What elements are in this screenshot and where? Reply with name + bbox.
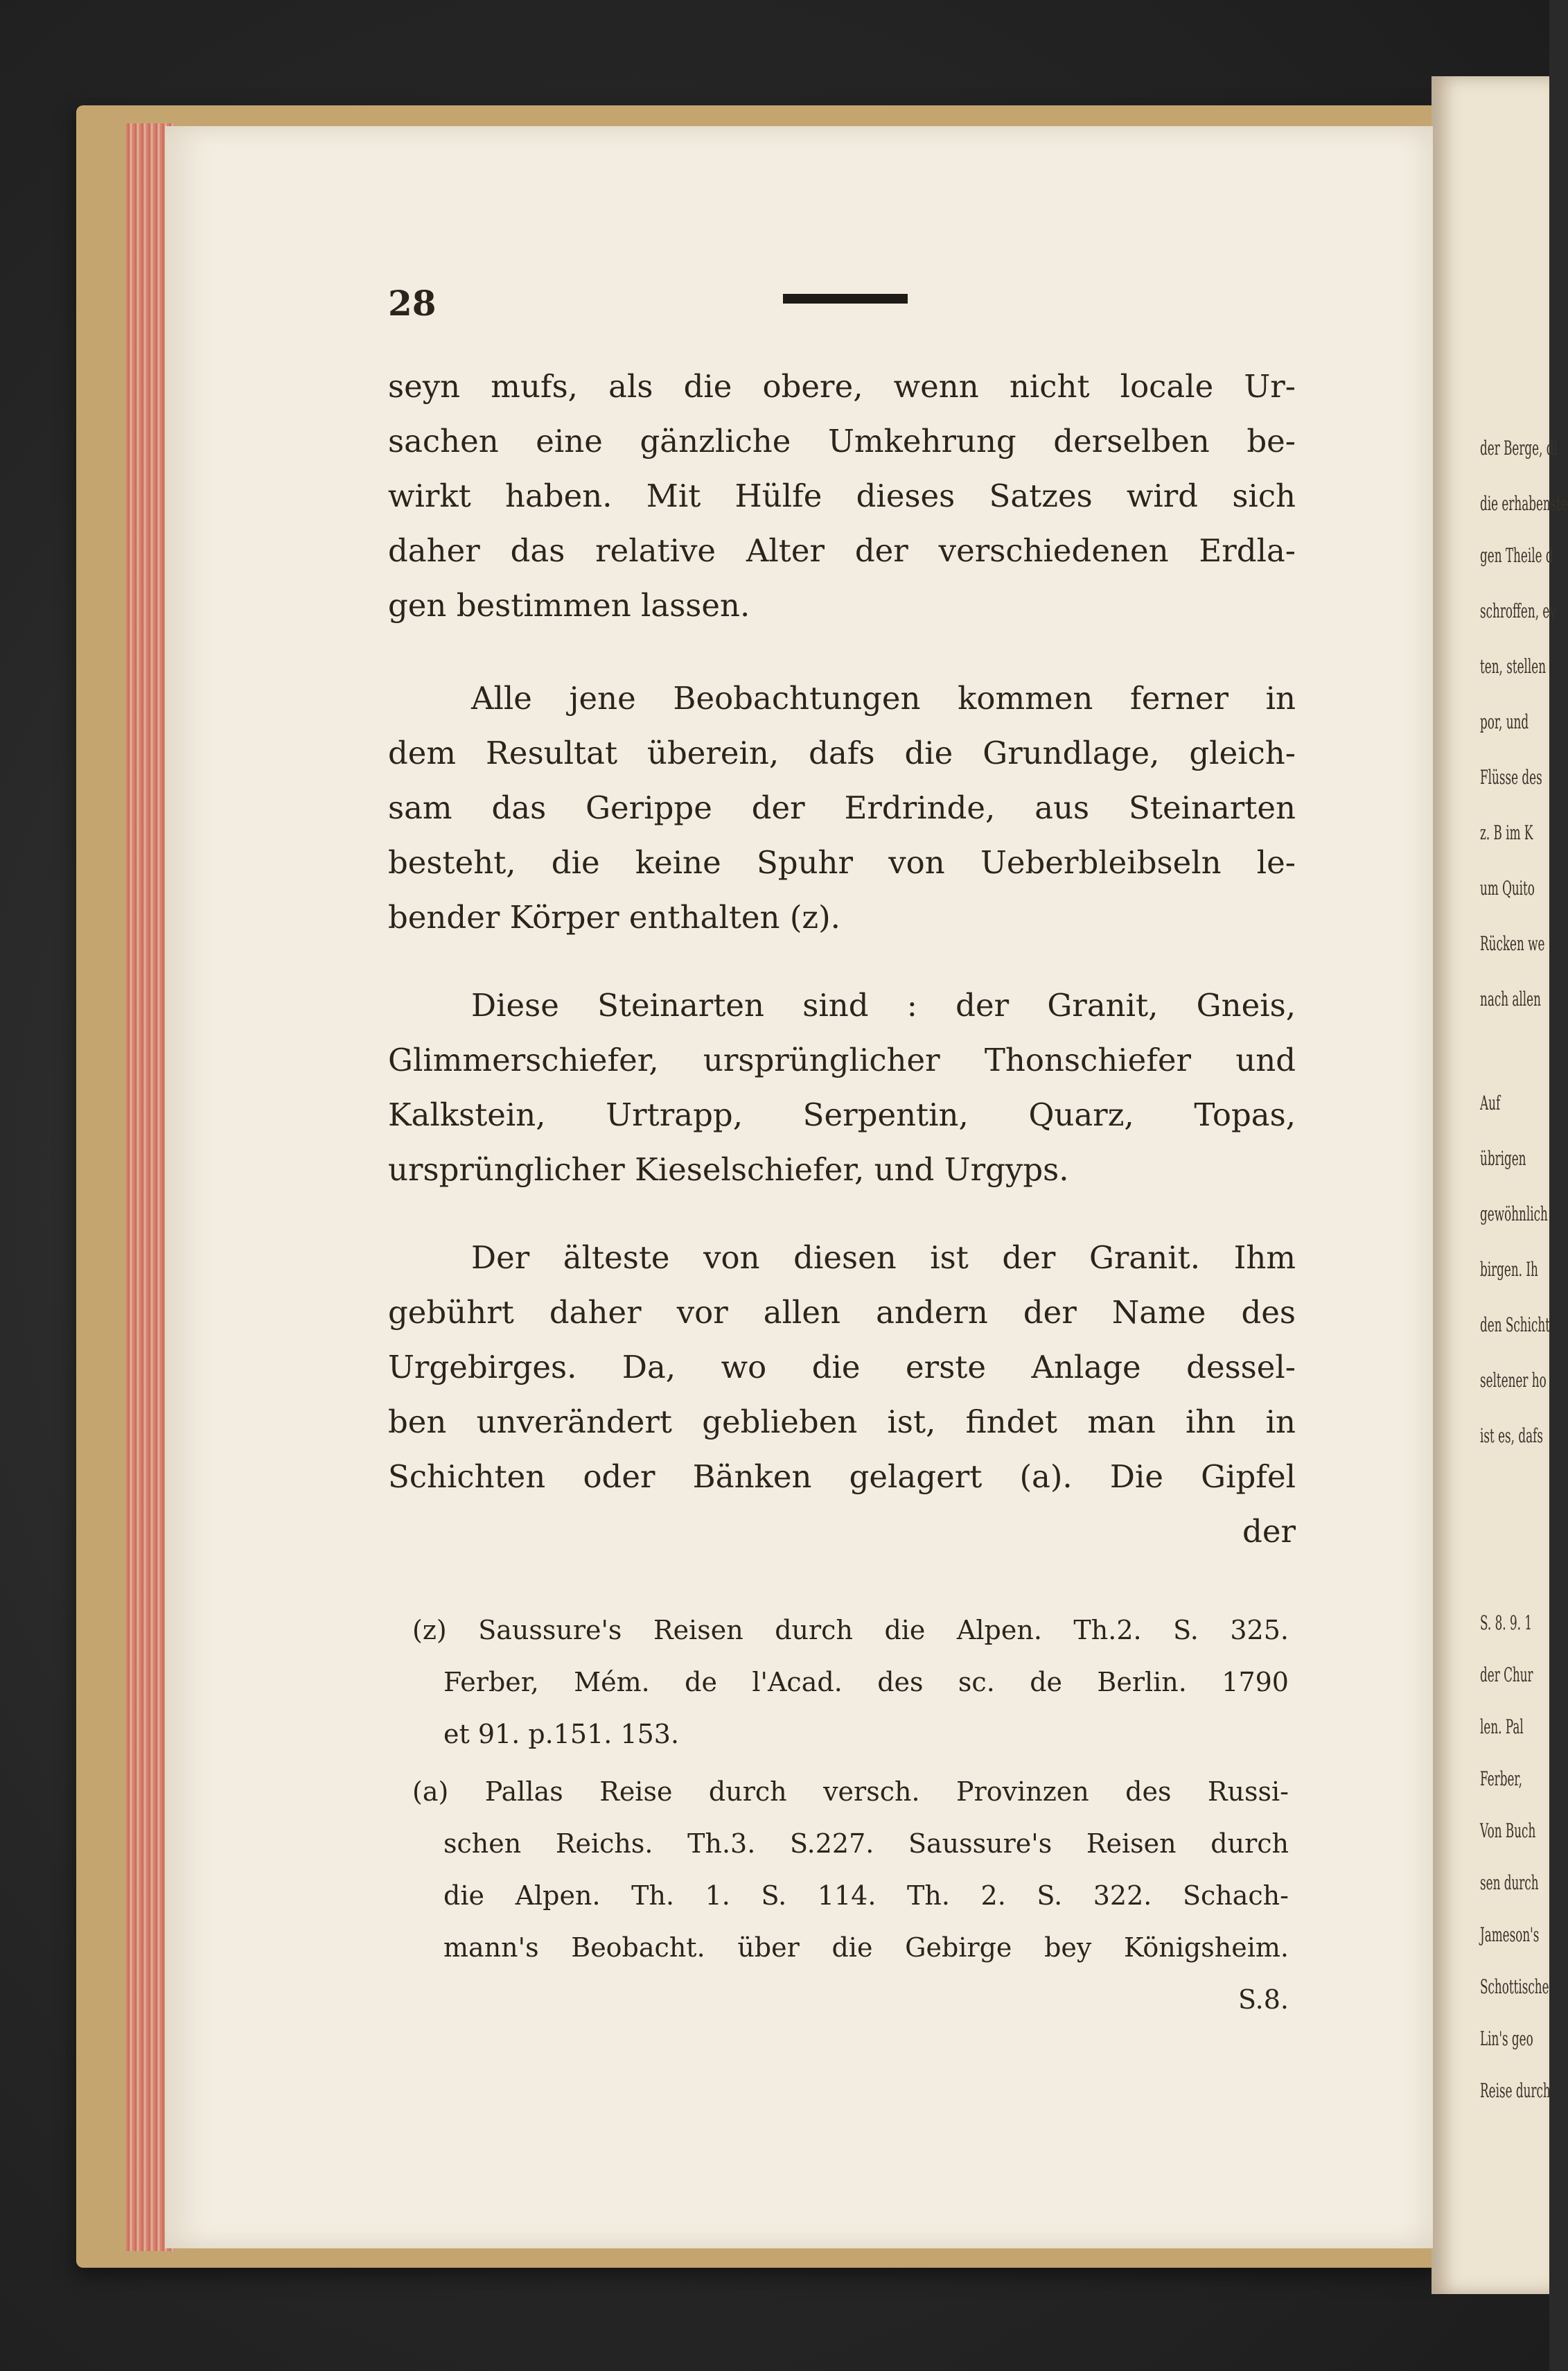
text-line: Glimmerschiefer, ursprünglicher Thonschiefer und bbox=[388, 1042, 1296, 1078]
footnote-line: die Alpen. Th. 1. S. 114. Th. 2. S. 322. Schach- bbox=[443, 1880, 1289, 1911]
facing-fragment: übrigen bbox=[1480, 1147, 1526, 1170]
facing-fragment: seltener ho bbox=[1480, 1369, 1547, 1392]
facing-fragment: den Schicht bbox=[1480, 1313, 1550, 1336]
facing-fragment: por, und bbox=[1480, 710, 1529, 733]
text-line: Alle jene Beobachtungen kommen ferner in bbox=[471, 680, 1296, 717]
text-line: besteht, die keine Spuhr von Ueberbleibseln le- bbox=[388, 844, 1296, 881]
facing-fragment: gen Theile d bbox=[1480, 544, 1553, 567]
facing-fragment: Rücken we bbox=[1480, 932, 1545, 955]
facing-fragment: der Berge, di bbox=[1480, 437, 1558, 460]
text-line: dem Resultat überein, dafs die Grundlage, gleich- bbox=[388, 735, 1296, 771]
facing-fragment: schroffen, ev bbox=[1480, 600, 1556, 622]
facing-fragment: Reise durch bbox=[1480, 2079, 1551, 2102]
facing-fragment: nach allen bbox=[1480, 988, 1541, 1010]
footnote-line: (a) Pallas Reise durch versch. Provinzen des Russi- bbox=[412, 1776, 1289, 1807]
text-line: Schichten oder Bänken gelagert (a). Die Gipfel bbox=[388, 1458, 1296, 1495]
facing-fragment: z. B im K bbox=[1480, 821, 1533, 844]
text-line: ursprünglicher Kieselschiefer, und Urgyps. bbox=[388, 1151, 1069, 1188]
facing-fragment: ten, stellen bbox=[1480, 655, 1547, 678]
facing-fragment: Schottische bbox=[1480, 1975, 1549, 1998]
footnote-line: Ferber, Mém. de l'Acad. des sc. de Berlin. 1790 bbox=[443, 1667, 1289, 1697]
facing-fragment: Von Buch bbox=[1480, 1819, 1536, 1842]
text-line: gebührt daher vor allen andern der Name des bbox=[388, 1294, 1296, 1331]
facing-fragment: Ferber, bbox=[1480, 1767, 1522, 1790]
facing-fragment: Lin's geo bbox=[1480, 2027, 1533, 2050]
text-line: gen bestimmen lassen. bbox=[388, 587, 750, 624]
text-line: Diese Steinarten sind : der Granit, Gneis, bbox=[471, 987, 1296, 1024]
facing-fragment: Auf bbox=[1480, 1092, 1501, 1114]
facing-fragment: sen durch bbox=[1480, 1871, 1539, 1894]
footnote-line: et 91. p.151. 153. bbox=[443, 1719, 680, 1749]
facing-fragment: die erhabenste bbox=[1480, 492, 1568, 515]
footnote-line: schen Reichs. Th.3. S.227. Saussure's Reisen durch bbox=[443, 1828, 1289, 1859]
header-rule bbox=[783, 294, 908, 304]
facing-fragment: len. Pal bbox=[1480, 1715, 1524, 1738]
text-line: bender Körper enthalten (z). bbox=[388, 899, 840, 936]
facing-fragment: Flüsse des bbox=[1480, 766, 1542, 789]
facing-page bbox=[1432, 76, 1568, 2294]
facing-fragment: gewöhnlich bbox=[1480, 1202, 1548, 1225]
text-line: wirkt haben. Mit Hülfe dieses Satzes wird sich bbox=[388, 478, 1296, 514]
text-line: sachen eine gänzliche Umkehrung derselben be- bbox=[388, 423, 1296, 460]
text-line: Urgebirges. Da, wo die erste Anlage dessel- bbox=[388, 1349, 1296, 1385]
footnote-line: mann's Beobacht. über die Gebirge bey Königsheim. bbox=[443, 1932, 1289, 1963]
text-line: daher das relative Alter der verschiedenen Erdla- bbox=[388, 532, 1296, 569]
catchword: der bbox=[1242, 1513, 1296, 1550]
text-line: ben unverändert geblieben ist, findet man ihn in bbox=[388, 1403, 1296, 1440]
facing-fragment: birgen. Ih bbox=[1480, 1258, 1538, 1281]
text-line: Der älteste von diesen ist der Granit. Ihm bbox=[471, 1239, 1296, 1276]
text-line: Kalkstein, Urtrapp, Serpentin, Quarz, Topas, bbox=[388, 1096, 1296, 1133]
facing-fragment: ist es, dafs bbox=[1480, 1424, 1543, 1447]
facing-fragment: um Quito bbox=[1480, 877, 1535, 900]
text-line: seyn mufs, als die obere, wenn nicht locale Ur- bbox=[388, 368, 1296, 405]
footnote-catchword: S.8. bbox=[1237, 1984, 1289, 2015]
footnote-line: (z) Saussure's Reisen durch die Alpen. Th.2. S. 325. bbox=[412, 1615, 1289, 1645]
text-line: sam das Gerippe der Erdrinde, aus Steinarten bbox=[388, 789, 1296, 826]
facing-fragment: S. 8. 9. 1 bbox=[1480, 1611, 1533, 1634]
facing-fragment: der Chur bbox=[1480, 1663, 1533, 1686]
page-number: 28 bbox=[388, 283, 437, 324]
facing-fragment: Jameson's bbox=[1480, 1923, 1540, 1946]
